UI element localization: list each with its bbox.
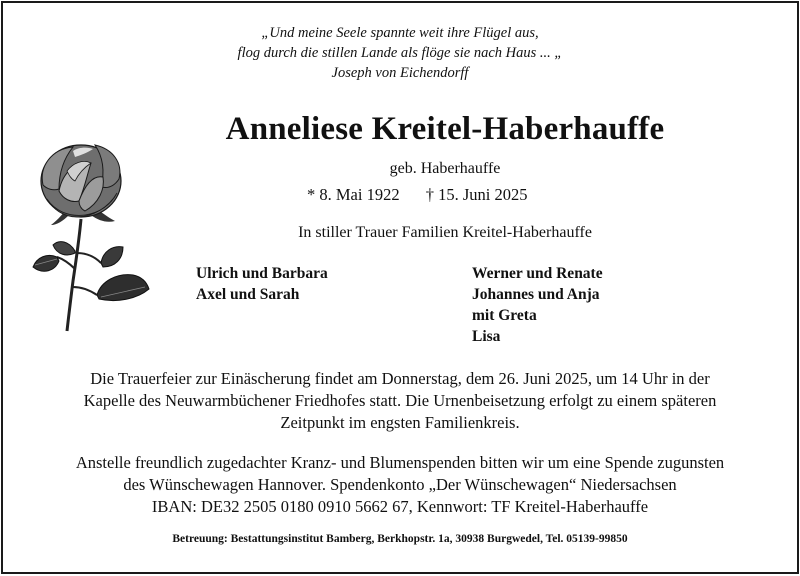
ceremony-notice <box>23 368 777 434</box>
death-date: † 15. Juni 2025 <box>425 185 528 204</box>
life-dates <box>307 184 527 206</box>
mourning-line: In stiller Trauer Familien Kreitel-Haberhauffe <box>298 224 592 241</box>
donation-iban: IBAN: DE32 2505 0180 0910 5662 67, Kennwort: TF Kreitel-Haberhauffe <box>151 497 649 516</box>
family-member: Axel und Sarah <box>196 286 300 303</box>
family-member: Werner und Renate <box>472 265 603 282</box>
obituary-card <box>1 1 799 574</box>
quote-line: „Und meine Seele spannte weit ihre Flügel aus, <box>261 25 539 41</box>
deceased-name: Anneliese Kreitel-Haberhauffe <box>225 111 665 147</box>
poem-quote <box>3 23 797 83</box>
donation-line: Anstelle freundlich zugedachter Kranz- und Blumenspenden bitten wir um eine Spende zugunsten <box>75 453 725 472</box>
family-member: mit Greta <box>472 307 537 324</box>
family-list-right <box>472 263 603 347</box>
donation-line: des Wünschewagen Hannover. Spendenkonto „Der Wünschewagen“ Niedersachsen <box>123 475 677 494</box>
funeral-home-footer: Betreuung: Bestattungsinstitut Bamberg, Berkhopstr. 1a, 30938 Burgwedel, Tel. 05139-99850 <box>172 533 628 545</box>
quote-line: flog durch die stillen Lande als flöge sie nach Haus ... „ <box>237 45 563 61</box>
birth-date: * 8. Mai 1922 <box>307 185 400 204</box>
ceremony-line: Kapelle des Neuwarmbüchener Friedhofes statt. Die Urnenbeisetzung erfolgt zu einem späteren <box>83 391 717 410</box>
ceremony-line: Zeitpunkt im engsten Familienkreis. <box>280 413 520 432</box>
family-member: Johannes und Anja <box>472 286 600 303</box>
quote-author: Joseph von Eichendorff <box>331 65 469 81</box>
ceremony-line: Die Trauerfeier zur Einäscherung findet am Donnerstag, dem 26. Juni 2025, um 14 Uhr in der <box>90 369 710 388</box>
family-member: Lisa <box>472 328 501 345</box>
family-list-left <box>196 263 328 305</box>
family-member: Ulrich und Barbara <box>196 265 328 282</box>
donation-notice <box>23 452 777 518</box>
maiden-name: geb. Haberhauffe <box>389 160 501 177</box>
